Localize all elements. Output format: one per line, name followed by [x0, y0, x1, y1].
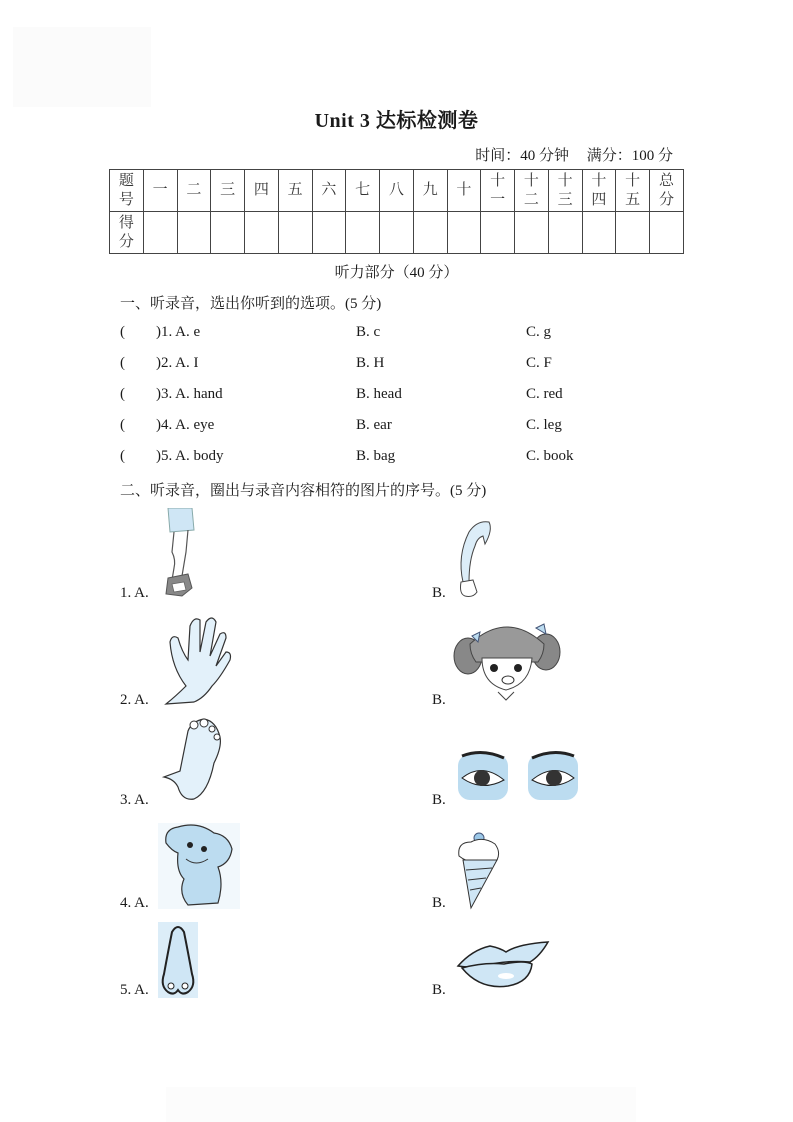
- leg-icon[interactable]: [158, 508, 198, 600]
- page-title: Unit 3 达标检测卷: [314, 110, 479, 132]
- score-cell[interactable]: [616, 212, 650, 254]
- nose-icon[interactable]: [158, 922, 198, 998]
- score-table-header-row: [110, 170, 684, 212]
- faded-header-block: [13, 27, 151, 107]
- picture-label: 1. A.: [120, 585, 149, 601]
- picture-label: B.: [432, 792, 446, 808]
- row-header-score: 得分: [110, 212, 144, 254]
- score-cell[interactable]: [312, 212, 346, 254]
- col-15: 十五: [616, 170, 650, 212]
- question-row: [120, 386, 720, 406]
- score-cell[interactable]: [211, 212, 245, 254]
- option-c: C. book: [526, 448, 574, 464]
- option-a: )5. A. body: [156, 448, 224, 464]
- picture-label: B.: [432, 895, 446, 911]
- col-9: 九: [413, 170, 447, 212]
- score-cell[interactable]: [582, 212, 616, 254]
- answer-blank[interactable]: (: [120, 386, 125, 402]
- score-table-score-row: [110, 212, 684, 254]
- option-b: B. bag: [356, 448, 396, 464]
- exam-time: 时间：40 分钟: [475, 148, 569, 164]
- option-a: )4. A. eye: [156, 417, 215, 433]
- picture-label: 4. A.: [120, 895, 149, 911]
- option-b: B. H: [356, 355, 385, 371]
- foot-icon[interactable]: [160, 717, 226, 803]
- elephant-icon[interactable]: [158, 823, 240, 909]
- row-header-question-number: 题号: [110, 170, 144, 212]
- score-cell[interactable]: [278, 212, 312, 254]
- score-cell[interactable]: [380, 212, 414, 254]
- arm-icon[interactable]: [455, 516, 495, 600]
- option-a: )2. A. I: [156, 355, 199, 371]
- answer-blank[interactable]: (: [120, 448, 125, 464]
- hand-icon[interactable]: [160, 612, 236, 708]
- score-cell[interactable]: [143, 212, 177, 254]
- part2-heading: 二、听录音，圈出与录音内容相符的图片的序号。(5 分): [120, 483, 487, 499]
- option-c: C. F: [526, 355, 552, 371]
- col-7: 七: [346, 170, 380, 212]
- option-b: B. ear: [356, 417, 392, 433]
- score-cell[interactable]: [177, 212, 211, 254]
- option-b: B. head: [356, 386, 402, 402]
- question-row: [120, 417, 720, 437]
- exam-full-score: 满分：100 分: [586, 148, 673, 164]
- picture-label: B.: [432, 982, 446, 998]
- answer-blank[interactable]: (: [120, 355, 125, 371]
- question-row: [120, 448, 720, 468]
- picture-label: B.: [432, 585, 446, 601]
- part1-heading: 一、听录音，选出你听到的选项。(5 分): [120, 296, 382, 312]
- col-14: 十四: [582, 170, 616, 212]
- girl-face-icon[interactable]: [452, 614, 562, 704]
- faded-footer-block: [166, 1087, 636, 1122]
- score-cell[interactable]: [413, 212, 447, 254]
- col-8: 八: [380, 170, 414, 212]
- col-3: 三: [211, 170, 245, 212]
- score-cell[interactable]: [515, 212, 549, 254]
- col-total: 总分: [650, 170, 684, 212]
- mouth-icon[interactable]: [454, 938, 554, 990]
- score-cell-total[interactable]: [650, 212, 684, 254]
- score-cell[interactable]: [245, 212, 279, 254]
- exam-meta: [475, 144, 673, 165]
- score-cell[interactable]: [548, 212, 582, 254]
- picture-label: 5. A.: [120, 982, 149, 998]
- score-cell[interactable]: [481, 212, 515, 254]
- col-11: 十一: [481, 170, 515, 212]
- col-13: 十三: [548, 170, 582, 212]
- question-row: [120, 324, 720, 344]
- col-1: 一: [143, 170, 177, 212]
- option-a: )1. A. e: [156, 324, 201, 340]
- option-c: C. leg: [526, 417, 562, 433]
- eyes-icon[interactable]: [456, 748, 582, 804]
- col-2: 二: [177, 170, 211, 212]
- ice-cream-icon[interactable]: [455, 830, 501, 910]
- score-table: [109, 169, 684, 254]
- picture-label: 3. A.: [120, 792, 149, 808]
- score-cell[interactable]: [346, 212, 380, 254]
- listening-section-label: 听力部分（40 分）: [334, 265, 459, 281]
- picture-label: B.: [432, 692, 446, 708]
- col-10: 十: [447, 170, 481, 212]
- answer-blank[interactable]: (: [120, 324, 125, 340]
- answer-blank[interactable]: (: [120, 417, 125, 433]
- col-12: 十二: [515, 170, 549, 212]
- option-b: B. c: [356, 324, 381, 340]
- col-4: 四: [245, 170, 279, 212]
- question-row: [120, 355, 720, 375]
- option-a: )3. A. hand: [156, 386, 223, 402]
- picture-label: 2. A.: [120, 692, 149, 708]
- col-6: 六: [312, 170, 346, 212]
- option-c: C. red: [526, 386, 563, 402]
- score-cell[interactable]: [447, 212, 481, 254]
- col-5: 五: [278, 170, 312, 212]
- option-c: C. g: [526, 324, 552, 340]
